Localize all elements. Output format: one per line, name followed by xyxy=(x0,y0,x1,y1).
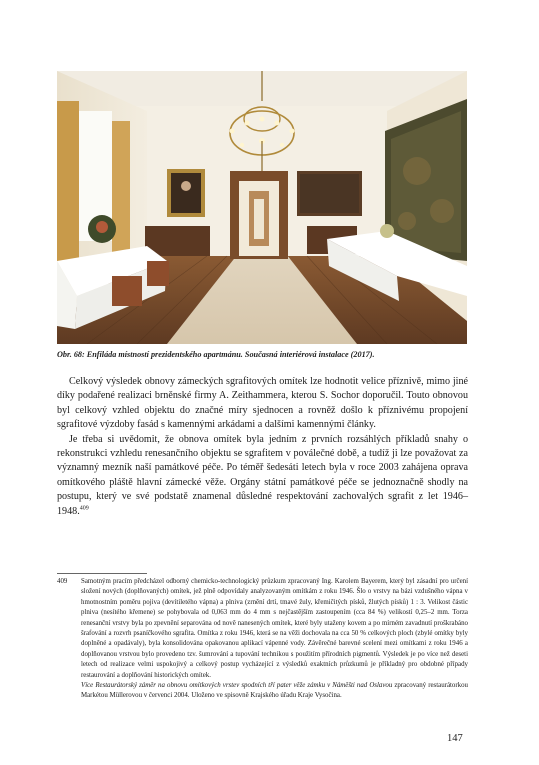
footnote-body xyxy=(81,577,468,702)
interior-photo xyxy=(57,71,467,344)
paragraph-2 xyxy=(57,433,468,519)
footnote-extra-rest: zpracovaný restaurátorkou Markétou Müllerovou v červenci 2004. Uloženo ve spisovně Krajského úřadu Kraje Vysočina. xyxy=(81,682,468,700)
figure-caption: Obr. 68: Enfiláda místností prezidentského apartmánu. Současná interiérová instalace (2017). xyxy=(57,350,375,359)
paragraph-1: Celkový výsledek obnovy zámeckých sgrafitových omítek lze hodnotit velice příznivě, mimo jiné díky podařené realizaci brněnské firmy A. Zeithammera, kterou S. Sochor doporučil. Touto obnovou byl celkový vzhled objektu do značné míry sjednocen a rovněž došlo k příznivému propojení sgrafitové výzdoby fasád s kamennými arkádami a dalšími kamennými články. xyxy=(57,376,468,431)
footnote-extra xyxy=(81,681,468,702)
footnote xyxy=(57,577,468,702)
footnote-text: Samotným pracím předcházel odborný chemicko-technologický průzkum zpracovaný Ing. Karolem Bayerem, který byl zásadní pro určení složení nových (doplňovaných) omítek, jež plně odpovídaly analyzovaným omítkám z roku 1946. Šlo o vrstvy na bázi vzdušného vápna v hmotnostním poměru pojiva (devítiletého vápna) a plniva (zrnění drtí, tmavé žuly, křemičitých písků, žlutých písků) 1 : 3. Velikost částic plniva (nesítého křemene) se pohybovala od 0,063 mm do 4 mm s nejčastějším zastoupením (cca 84 %) velikostí 0,25–2 mm. Torza renesanční vrstvy byla po zpevnění separována od nově nanesených omítek, které byly utaženy kovem a po mírném zavadnutí proškrabáno šrafování a rozvrh psaníčkového sgrafita. Omítka z roku 1946, která se na věži dochovala na cca 50 % celkových ploch (zbylé omítky byly doplněné a opadávaly), byla konsolidována opakovanou aplikací vápenné vody. Závěrečné barevné scelení mezi omítkami z roku 1946 a doplňovanou vrstvou bylo provedeno tzv. šumrování a tupování technikou s použitím přírodních pigmentů. Výsledek je po více než deseti letech od realizace velmi uspokojivý a celkový postup vycházející z výsledků exaktních průzkumů je příkladný pro obdobné případy restaurování a doplňování historických omítek. xyxy=(81,578,468,679)
footnote-separator xyxy=(57,573,147,574)
main-text xyxy=(57,375,468,519)
page-number: 147 xyxy=(447,733,463,744)
paragraph-2-text: Je třeba si uvědomit, že obnova omítek byla jedním z prvních rozsáhlých příkladů snahy o rekonstrukci vzhledu renesančního objektu se sgrafitem v poválečné době, a tudíž ji lze považovat za významný mezník naší památkové péče. Po téměř šedesáti letech byla v roce 2003 zahájena oprava omítkového pláště hlavní zámecké věže. Orgány státní památkové péče se jednoznačně shodly na postupu, který ve své podstatě znamenal důsledné respektování zachovalých sgrafit z let 1946–1948. xyxy=(57,433,468,517)
footnote-extra-italic: Více Restaurátorský záměr na obnovu omítkových vrstev spodních tří pater věže zámku v Náměšti nad Oslavou xyxy=(81,682,393,690)
footnote-number: 409 xyxy=(57,578,68,585)
footnote-reference: 409 xyxy=(79,505,89,512)
